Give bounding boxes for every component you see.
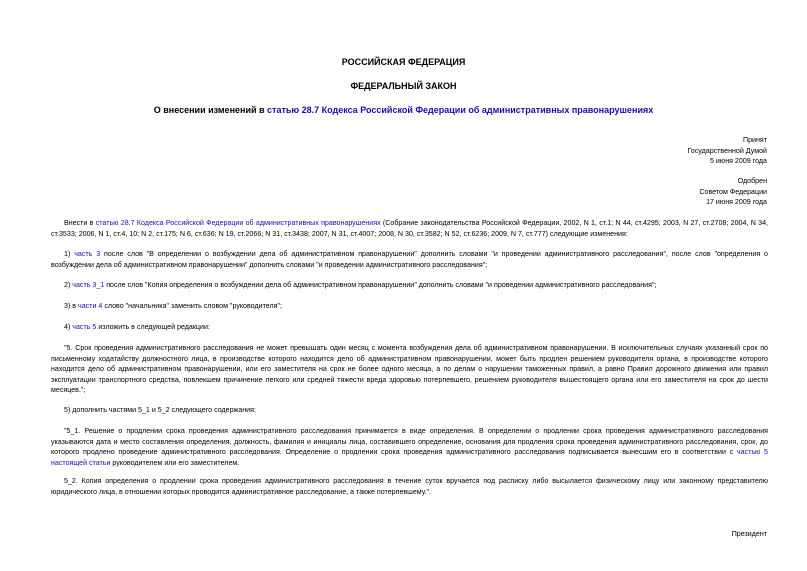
intro-text: (Собрание законодательства Российской Федерации, 2002, N 1, ст.1; N 44, ст.4295; 2003, N 27, ст.2708; 2004, N 34, ст.3533; 2006, N 1, ст.4, 10; N 2, ст.175; N 6, ст.636; N 19, ст.2066; N 31, ст.3438; 2007, N 31, ст.4007; 2008, N 30, ст.3582; N 52, ст.6236; 2009, N 7, ст.777) следующие изменения: [51,219,768,238]
president-signature: Президент [731,530,767,538]
adopted-by: Государственной Думой [687,146,767,155]
article-link-intro[interactable]: статью 28.7 Кодекса Российской Федерации об административных правонарушениях [95,219,381,227]
adopted-block [687,135,767,167]
quote-5-1-end: руководителем или его заместителем. [110,458,240,467]
adopted-label: Принят [742,136,767,144]
approved-date: 17 июня 2009 года [706,198,767,207]
item-1-number: 1) [64,250,75,258]
law-title-prefix: О внесении изменений в [153,105,268,115]
intro-paragraph [51,218,768,239]
intro-prefix: Внести в [64,219,96,227]
country-title: РОССИЙСКАЯ ФЕДЕРАЦИЯ [341,57,466,67]
amendment-item-2 [51,280,768,291]
amendment-item-4 [51,322,768,333]
law-title [0,105,807,116]
approved-by: Советом Федерации [699,187,767,196]
item-3-text: слово "начальника" заменить словом "руководителя"; [102,302,282,310]
quote-5-1-text: "5_1. Решение о продлении срока проведения административного расследования принимается в виде определения. В определении о продлении срока проведения административного расследования указываются дата и место составления определения, должность, фамилия и инициалы лица, составившего определение, основания для продления срока проведения административного расследования, срок, до которого продлено проведение административного расследования. Определение о продлении срока проведения административного расследования подписывается вынесшим его в соответствии с [51,427,768,457]
item-4-number: 4) [64,323,73,331]
quote-part-5-2: 5_2. Копия определения о продлении срока проведения административного расследования в течение суток вручается под расписку либо высылается физическому лицу или законному представителю юридического лица, в отношении которых проводится административное расследование, а также потерпевшему.". [51,477,768,496]
approved-label: Одобрен [737,177,767,185]
amendment-item-1 [51,249,768,270]
quote-part-5-1 [51,426,768,468]
article-link-title[interactable]: статью 28.7 Кодекса Российской Федерации об административных правонарушениях [267,105,654,115]
part-5-reference-link[interactable]: частью 5 настоящей статьи [51,448,768,467]
adopted-date: 5 июня 2009 года [710,157,767,166]
part-3-link[interactable]: часть 3 [74,250,101,258]
document-type: ФЕДЕРАЛЬНЫЙ ЗАКОН [350,81,457,91]
item-2-text: после слов "Копия определения о возбуждении дела об административном правонарушении" дополнить словами "и проведении административного расследования"; [104,281,657,289]
item-2-number: 2) [64,281,73,289]
approved-block [699,176,767,208]
quote-part-5: "5. Срок проведения административного расследования не может превышать один месяц с момента возбуждения дела об административном правонарушении. В исключительных случаях указанный срок по письменному ходатайству должностного лица, в производстве которого находится дело об административном правонарушении, может быть продлен решением руководителя органа, в производстве которого находится дело об административном правонарушении, или его заместителя на срок не более одного месяца, а по делам о нарушении таможенных правил, а равно Правил дорожного движения или правил эксплуатации транспортного средства, повлекшем причинение легкого или средней тяжести вреда здоровью потерпевшего, решением руководителя вышестоящего органа или его заместителя на срок до шести месяцев."; [51,344,768,395]
item-1-text: после слов "В определении о возбуждении дела об административном правонарушении" дополнить словами "и проведении административного расследования", после слов "определения о возбуждении дела об административном правонарушении" дополнить словами "и проведении административного расследования"; [51,250,768,269]
item-3-number: 3) в [64,302,79,310]
part-5-link[interactable]: часть 5 [72,323,97,331]
amendment-item-5: 5) дополнить частями 5_1 и 5_2 следующего содержания: [64,406,256,414]
item-4-text: изложить в следующей редакции: [96,323,210,331]
part-3-1-link[interactable]: часть 3_1 [72,281,105,289]
part-4-link[interactable]: части 4 [78,302,103,310]
amendment-item-3 [51,301,768,312]
